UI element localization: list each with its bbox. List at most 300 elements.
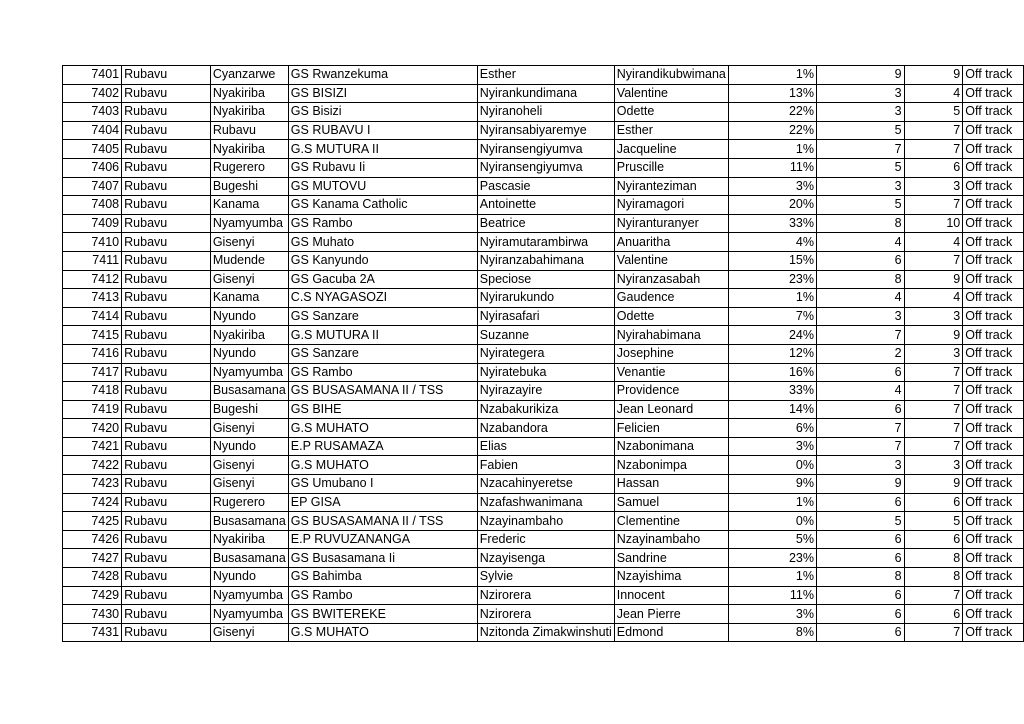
table-row (63, 493, 1024, 512)
cell-district: Rubavu (122, 270, 211, 289)
cell-district: Rubavu (122, 363, 211, 382)
cell-percent: 7% (728, 307, 816, 326)
cell-sector: Nyakiriba (210, 84, 288, 103)
cell-sector: Rubavu (210, 121, 288, 140)
table-row (63, 512, 1024, 531)
cell-percent: 11% (728, 586, 816, 605)
cell-value-b: 6 (904, 158, 963, 177)
cell-name-2: Nzabonimana (614, 437, 728, 456)
cell-name-1: Beatrice (477, 214, 614, 233)
cell-row-id: 7416 (63, 344, 122, 363)
cell-district: Rubavu (122, 158, 211, 177)
cell-value-b: 7 (904, 363, 963, 382)
cell-district: Rubavu (122, 214, 211, 233)
cell-status: Off track (963, 307, 1024, 326)
table-body (63, 66, 1024, 642)
cell-sector: Nyundo (210, 307, 288, 326)
cell-percent: 23% (728, 549, 816, 568)
cell-name-1: Nyiratebuka (477, 363, 614, 382)
cell-value-b: 7 (904, 121, 963, 140)
cell-name-1: Nyirankundimana (477, 84, 614, 103)
cell-school: GS Rubavu Ii (288, 158, 477, 177)
cell-district: Rubavu (122, 196, 211, 215)
cell-value-b: 9 (904, 326, 963, 345)
cell-name-1: Nyirazayire (477, 382, 614, 401)
cell-school: GS Bisizi (288, 103, 477, 122)
cell-row-id: 7426 (63, 530, 122, 549)
cell-sector: Nyakiriba (210, 140, 288, 159)
cell-school: GS Kanyundo (288, 251, 477, 270)
cell-school: GS Kanama Catholic (288, 196, 477, 215)
table-row (63, 326, 1024, 345)
cell-row-id: 7406 (63, 158, 122, 177)
cell-name-1: Elias (477, 437, 614, 456)
cell-row-id: 7421 (63, 437, 122, 456)
cell-value-b: 7 (904, 400, 963, 419)
cell-row-id: 7413 (63, 289, 122, 308)
cell-percent: 8% (728, 623, 816, 642)
table-row (63, 84, 1024, 103)
cell-status: Off track (963, 233, 1024, 252)
cell-sector: Gisenyi (210, 456, 288, 475)
cell-value-a: 7 (816, 326, 904, 345)
cell-value-b: 7 (904, 437, 963, 456)
cell-sector: Kanama (210, 196, 288, 215)
cell-status: Off track (963, 66, 1024, 85)
cell-status: Off track (963, 270, 1024, 289)
cell-value-a: 3 (816, 103, 904, 122)
cell-percent: 23% (728, 270, 816, 289)
cell-name-2: Nyirahabimana (614, 326, 728, 345)
table-row (63, 530, 1024, 549)
cell-row-id: 7415 (63, 326, 122, 345)
cell-district: Rubavu (122, 140, 211, 159)
cell-name-1: Frederic (477, 530, 614, 549)
cell-status: Off track (963, 326, 1024, 345)
cell-name-2: Jean Leonard (614, 400, 728, 419)
cell-name-2: Sandrine (614, 549, 728, 568)
cell-value-a: 6 (816, 549, 904, 568)
cell-district: Rubavu (122, 623, 211, 642)
cell-district: Rubavu (122, 251, 211, 270)
table-row (63, 382, 1024, 401)
cell-value-b: 3 (904, 456, 963, 475)
cell-percent: 15% (728, 251, 816, 270)
cell-sector: Nyamyumba (210, 214, 288, 233)
cell-name-2: Josephine (614, 344, 728, 363)
cell-district: Rubavu (122, 103, 211, 122)
cell-sector: Nyamyumba (210, 363, 288, 382)
cell-value-b: 7 (904, 623, 963, 642)
cell-school: GS Rambo (288, 363, 477, 382)
cell-name-1: Nzayinambaho (477, 512, 614, 531)
cell-row-id: 7403 (63, 103, 122, 122)
cell-school: GS BUSASAMANA II / TSS (288, 512, 477, 531)
cell-sector: Cyanzarwe (210, 66, 288, 85)
cell-row-id: 7405 (63, 140, 122, 159)
cell-name-1: Nyiransengiyumva (477, 140, 614, 159)
cell-district: Rubavu (122, 121, 211, 140)
cell-name-1: Nyiransabiyaremye (477, 121, 614, 140)
cell-percent: 11% (728, 158, 816, 177)
cell-sector: Bugeshi (210, 177, 288, 196)
cell-row-id: 7422 (63, 456, 122, 475)
cell-name-2: Nyiranzasabah (614, 270, 728, 289)
table-row (63, 289, 1024, 308)
cell-name-1: Nzabandora (477, 419, 614, 438)
table-row (63, 177, 1024, 196)
cell-name-1: Suzanne (477, 326, 614, 345)
cell-row-id: 7410 (63, 233, 122, 252)
cell-row-id: 7420 (63, 419, 122, 438)
cell-row-id: 7401 (63, 66, 122, 85)
cell-value-a: 4 (816, 382, 904, 401)
cell-status: Off track (963, 289, 1024, 308)
cell-name-2: Jean Pierre (614, 605, 728, 624)
cell-value-b: 3 (904, 307, 963, 326)
cell-district: Rubavu (122, 326, 211, 345)
cell-name-2: Odette (614, 103, 728, 122)
cell-row-id: 7418 (63, 382, 122, 401)
cell-school: E.P RUSAMAZA (288, 437, 477, 456)
cell-school: GS RUBAVU I (288, 121, 477, 140)
cell-value-a: 2 (816, 344, 904, 363)
cell-value-a: 7 (816, 419, 904, 438)
cell-value-a: 6 (816, 586, 904, 605)
cell-name-1: Speciose (477, 270, 614, 289)
cell-name-2: Venantie (614, 363, 728, 382)
cell-percent: 1% (728, 493, 816, 512)
cell-district: Rubavu (122, 233, 211, 252)
cell-value-b: 4 (904, 84, 963, 103)
cell-row-id: 7408 (63, 196, 122, 215)
cell-name-2: Providence (614, 382, 728, 401)
cell-value-b: 5 (904, 512, 963, 531)
cell-value-a: 3 (816, 84, 904, 103)
cell-status: Off track (963, 419, 1024, 438)
cell-district: Rubavu (122, 419, 211, 438)
cell-district: Rubavu (122, 512, 211, 531)
cell-value-a: 5 (816, 512, 904, 531)
cell-status: Off track (963, 623, 1024, 642)
cell-percent: 16% (728, 363, 816, 382)
cell-name-1: Nzafashwanimana (477, 493, 614, 512)
cell-percent: 3% (728, 437, 816, 456)
cell-district: Rubavu (122, 344, 211, 363)
cell-school: GS Rambo (288, 214, 477, 233)
cell-status: Off track (963, 84, 1024, 103)
cell-sector: Gisenyi (210, 233, 288, 252)
cell-status: Off track (963, 586, 1024, 605)
cell-name-2: Nzayishima (614, 568, 728, 587)
cell-row-id: 7419 (63, 400, 122, 419)
cell-school: G.S MUTURA II (288, 326, 477, 345)
cell-value-a: 8 (816, 214, 904, 233)
table-row (63, 344, 1024, 363)
table-row (63, 307, 1024, 326)
cell-school: G.S MUHATO (288, 623, 477, 642)
cell-value-b: 8 (904, 568, 963, 587)
cell-district: Rubavu (122, 605, 211, 624)
cell-school: GS Gacuba 2A (288, 270, 477, 289)
cell-status: Off track (963, 382, 1024, 401)
cell-percent: 12% (728, 344, 816, 363)
table-row (63, 400, 1024, 419)
cell-value-a: 3 (816, 177, 904, 196)
cell-value-a: 5 (816, 121, 904, 140)
cell-percent: 22% (728, 121, 816, 140)
cell-sector: Nyundo (210, 344, 288, 363)
cell-value-a: 3 (816, 456, 904, 475)
table-row (63, 419, 1024, 438)
cell-value-a: 8 (816, 270, 904, 289)
cell-percent: 1% (728, 66, 816, 85)
cell-row-id: 7411 (63, 251, 122, 270)
cell-name-2: Valentine (614, 84, 728, 103)
table-row (63, 196, 1024, 215)
cell-sector: Nyamyumba (210, 586, 288, 605)
cell-value-b: 7 (904, 382, 963, 401)
cell-status: Off track (963, 363, 1024, 382)
cell-value-a: 5 (816, 158, 904, 177)
cell-status: Off track (963, 475, 1024, 494)
table-row (63, 251, 1024, 270)
cell-value-a: 5 (816, 196, 904, 215)
cell-percent: 14% (728, 400, 816, 419)
cell-row-id: 7414 (63, 307, 122, 326)
cell-percent: 0% (728, 456, 816, 475)
cell-value-a: 6 (816, 623, 904, 642)
cell-value-a: 4 (816, 233, 904, 252)
cell-sector: Busasamana (210, 549, 288, 568)
cell-row-id: 7431 (63, 623, 122, 642)
cell-value-a: 6 (816, 530, 904, 549)
cell-school: E.P RUVUZANANGA (288, 530, 477, 549)
cell-status: Off track (963, 121, 1024, 140)
cell-percent: 33% (728, 214, 816, 233)
cell-school: GS MUTOVU (288, 177, 477, 196)
cell-percent: 1% (728, 140, 816, 159)
cell-value-a: 7 (816, 437, 904, 456)
cell-name-1: Nyiramutarambirwa (477, 233, 614, 252)
cell-sector: Nyamyumba (210, 605, 288, 624)
cell-school: GS BWITEREKE (288, 605, 477, 624)
cell-name-2: Nyiranteziman (614, 177, 728, 196)
cell-name-2: Gaudence (614, 289, 728, 308)
cell-row-id: 7429 (63, 586, 122, 605)
cell-value-b: 4 (904, 233, 963, 252)
table-row (63, 270, 1024, 289)
cell-value-b: 3 (904, 344, 963, 363)
cell-sector: Bugeshi (210, 400, 288, 419)
cell-value-b: 7 (904, 140, 963, 159)
cell-sector: Busasamana (210, 512, 288, 531)
cell-value-a: 6 (816, 605, 904, 624)
cell-value-a: 4 (816, 289, 904, 308)
cell-sector: Nyundo (210, 568, 288, 587)
cell-status: Off track (963, 177, 1024, 196)
cell-name-1: Nyirasafari (477, 307, 614, 326)
cell-status: Off track (963, 214, 1024, 233)
cell-percent: 33% (728, 382, 816, 401)
cell-sector: Busasamana (210, 382, 288, 401)
cell-sector: Rugerero (210, 158, 288, 177)
cell-row-id: 7409 (63, 214, 122, 233)
cell-district: Rubavu (122, 475, 211, 494)
cell-sector: Gisenyi (210, 419, 288, 438)
cell-row-id: 7424 (63, 493, 122, 512)
table-row (63, 437, 1024, 456)
cell-name-2: Innocent (614, 586, 728, 605)
cell-sector: Gisenyi (210, 270, 288, 289)
cell-name-1: Nyirarukundo (477, 289, 614, 308)
cell-school: GS BUSASAMANA II / TSS (288, 382, 477, 401)
cell-sector: Nyakiriba (210, 103, 288, 122)
cell-name-2: Nyiramagori (614, 196, 728, 215)
cell-district: Rubavu (122, 530, 211, 549)
cell-district: Rubavu (122, 549, 211, 568)
cell-row-id: 7404 (63, 121, 122, 140)
cell-sector: Kanama (210, 289, 288, 308)
cell-percent: 13% (728, 84, 816, 103)
cell-school: EP GISA (288, 493, 477, 512)
cell-value-a: 9 (816, 475, 904, 494)
cell-name-1: Nyiranoheli (477, 103, 614, 122)
cell-school: GS Sanzare (288, 307, 477, 326)
cell-school: GS Umubano I (288, 475, 477, 494)
cell-percent: 5% (728, 530, 816, 549)
cell-sector: Nyakiriba (210, 326, 288, 345)
table-row (63, 549, 1024, 568)
cell-sector: Rugerero (210, 493, 288, 512)
cell-row-id: 7428 (63, 568, 122, 587)
cell-value-a: 3 (816, 307, 904, 326)
table-row (63, 475, 1024, 494)
cell-percent: 9% (728, 475, 816, 494)
cell-name-2: Pruscille (614, 158, 728, 177)
cell-percent: 1% (728, 289, 816, 308)
cell-sector: Gisenyi (210, 475, 288, 494)
cell-status: Off track (963, 251, 1024, 270)
cell-status: Off track (963, 549, 1024, 568)
table-row (63, 586, 1024, 605)
cell-status: Off track (963, 196, 1024, 215)
cell-school: G.S MUTURA II (288, 140, 477, 159)
cell-school: G.S MUHATO (288, 419, 477, 438)
cell-value-b: 4 (904, 289, 963, 308)
cell-row-id: 7427 (63, 549, 122, 568)
cell-percent: 22% (728, 103, 816, 122)
table-row (63, 363, 1024, 382)
cell-sector: Nyundo (210, 437, 288, 456)
cell-value-b: 10 (904, 214, 963, 233)
cell-name-2: Nyirandikubwimana (614, 66, 728, 85)
cell-status: Off track (963, 140, 1024, 159)
cell-name-2: Valentine (614, 251, 728, 270)
table-row (63, 158, 1024, 177)
cell-district: Rubavu (122, 437, 211, 456)
cell-district: Rubavu (122, 382, 211, 401)
cell-value-a: 6 (816, 363, 904, 382)
cell-row-id: 7417 (63, 363, 122, 382)
cell-name-2: Anuaritha (614, 233, 728, 252)
cell-name-2: Nzayinambaho (614, 530, 728, 549)
table-row (63, 103, 1024, 122)
cell-name-2: Felicien (614, 419, 728, 438)
cell-sector: Mudende (210, 251, 288, 270)
cell-name-2: Edmond (614, 623, 728, 642)
cell-name-1: Esther (477, 66, 614, 85)
cell-value-b: 7 (904, 196, 963, 215)
cell-school: GS BIHE (288, 400, 477, 419)
cell-percent: 0% (728, 512, 816, 531)
cell-name-1: Nzitonda Zimakwinshuti (477, 623, 614, 642)
cell-percent: 20% (728, 196, 816, 215)
cell-status: Off track (963, 103, 1024, 122)
cell-name-2: Odette (614, 307, 728, 326)
cell-value-a: 6 (816, 251, 904, 270)
cell-percent: 4% (728, 233, 816, 252)
cell-school: GS Busasamana Ii (288, 549, 477, 568)
cell-school: G.S MUHATO (288, 456, 477, 475)
cell-status: Off track (963, 344, 1024, 363)
cell-value-b: 7 (904, 419, 963, 438)
cell-status: Off track (963, 568, 1024, 587)
cell-value-b: 7 (904, 586, 963, 605)
cell-value-a: 9 (816, 66, 904, 85)
cell-status: Off track (963, 530, 1024, 549)
cell-name-1: Nzacahinyeretse (477, 475, 614, 494)
cell-name-2: Nzabonimpa (614, 456, 728, 475)
table-row (63, 121, 1024, 140)
cell-percent: 6% (728, 419, 816, 438)
cell-district: Rubavu (122, 289, 211, 308)
cell-name-1: Nzabakurikiza (477, 400, 614, 419)
cell-value-b: 6 (904, 605, 963, 624)
table-row (63, 214, 1024, 233)
cell-row-id: 7425 (63, 512, 122, 531)
cell-status: Off track (963, 437, 1024, 456)
cell-name-2: Clementine (614, 512, 728, 531)
cell-district: Rubavu (122, 586, 211, 605)
cell-name-1: Antoinette (477, 196, 614, 215)
cell-row-id: 7423 (63, 475, 122, 494)
cell-school: GS Bahimba (288, 568, 477, 587)
cell-status: Off track (963, 400, 1024, 419)
cell-name-1: Nyiranzabahimana (477, 251, 614, 270)
cell-row-id: 7402 (63, 84, 122, 103)
cell-value-a: 7 (816, 140, 904, 159)
cell-status: Off track (963, 493, 1024, 512)
cell-name-1: Fabien (477, 456, 614, 475)
table-row (63, 456, 1024, 475)
cell-status: Off track (963, 512, 1024, 531)
cell-value-b: 6 (904, 493, 963, 512)
cell-name-2: Samuel (614, 493, 728, 512)
cell-row-id: 7430 (63, 605, 122, 624)
cell-percent: 3% (728, 177, 816, 196)
cell-value-b: 8 (904, 549, 963, 568)
cell-value-b: 3 (904, 177, 963, 196)
cell-district: Rubavu (122, 400, 211, 419)
cell-district: Rubavu (122, 456, 211, 475)
cell-sector: Gisenyi (210, 623, 288, 642)
cell-percent: 3% (728, 605, 816, 624)
cell-district: Rubavu (122, 568, 211, 587)
table-row (63, 605, 1024, 624)
cell-value-b: 6 (904, 530, 963, 549)
cell-school: GS Rambo (288, 586, 477, 605)
